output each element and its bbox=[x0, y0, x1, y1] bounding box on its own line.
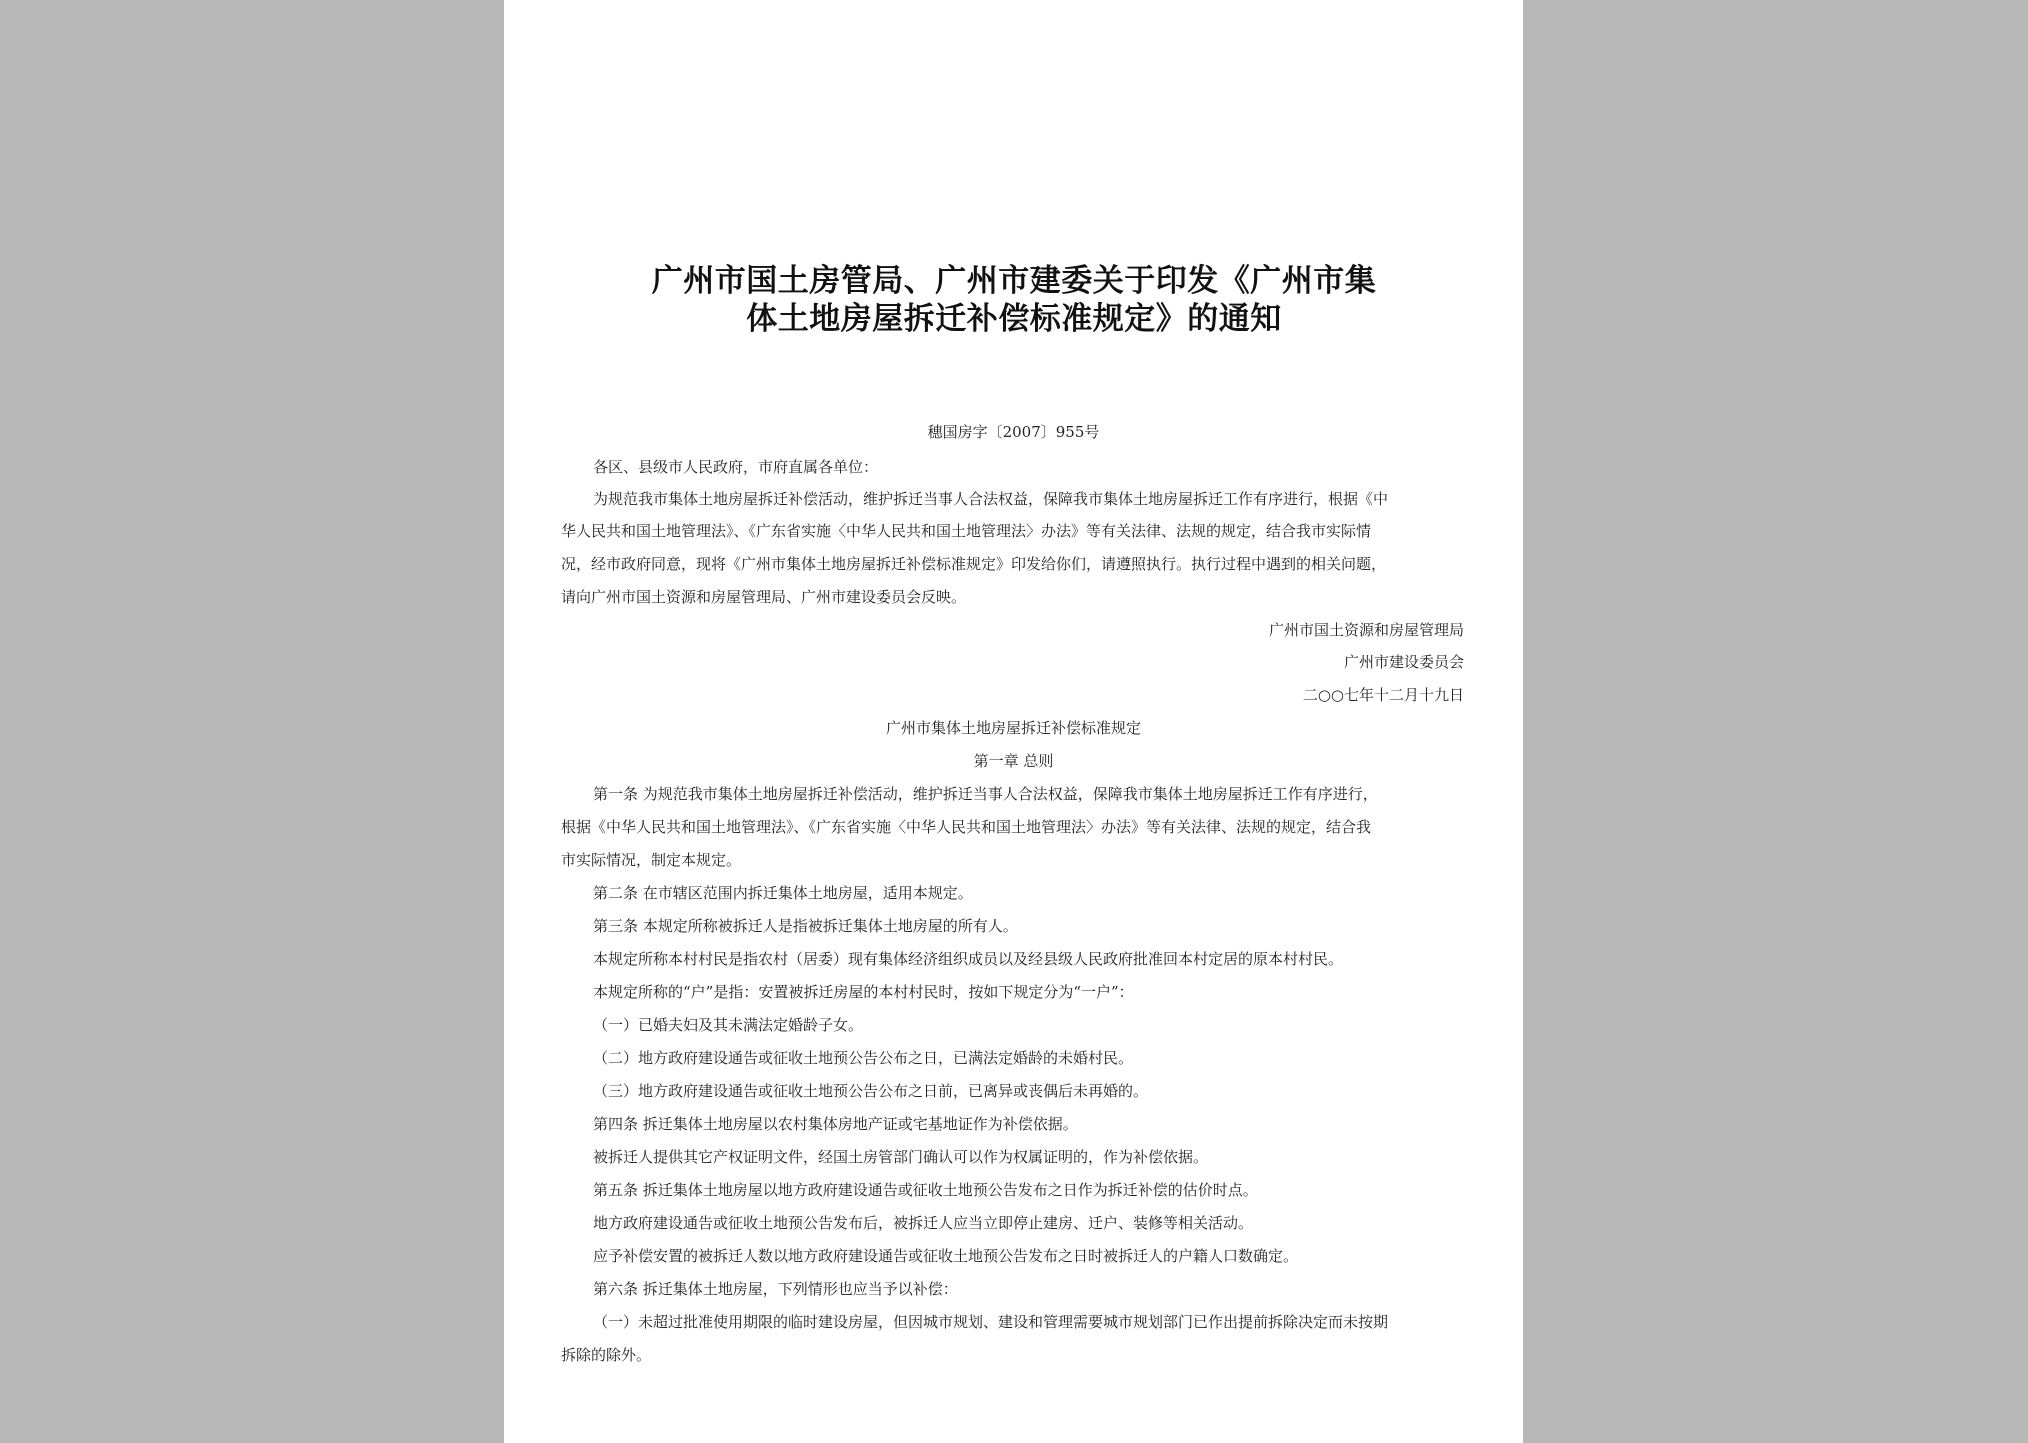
issue-date: 二○○七年十二月十九日 bbox=[1302, 686, 1464, 704]
document-page bbox=[504, 0, 1523, 1443]
body-line: （一）已婚夫妇及其未满法定婚龄子女。 bbox=[593, 1016, 864, 1034]
body-line: 第三条 本规定所称被拆迁人是指被拆迁集体土地房屋的所有人。 bbox=[593, 917, 1018, 935]
body-line: 第五条 拆迁集体土地房屋以地方政府建设通告或征收土地预公告发布之日作为拆迁补偿的估价时点。 bbox=[593, 1181, 1258, 1199]
title-line-1: 广州市国土房管局、广州市建委关于印发《广州市集 bbox=[651, 263, 1377, 299]
body-line: 第四条 拆迁集体土地房屋以农村集体房地产证或宅基地证作为补偿依据。 bbox=[593, 1115, 1078, 1133]
body-line: 根据《中华人民共和国土地管理法》、《广东省实施〈中华人民共和国土地管理法〉办法》等有关法律、法规的规定，结合我 bbox=[561, 818, 1372, 836]
body-line: （一）未超过批准使用期限的临时建设房屋，但因城市规划、建设和管理需要城市规划部门已作出提前拆除决定而未按期 bbox=[593, 1313, 1389, 1331]
signatory-1: 广州市国土资源和房屋管理局 bbox=[1268, 621, 1464, 639]
body-line: 拆除的除外。 bbox=[561, 1346, 652, 1364]
body-line: 市实际情况，制定本规定。 bbox=[561, 851, 742, 869]
document-title bbox=[574, 262, 1454, 338]
body-line: 被拆迁人提供其它产权证明文件，经国土房管部门确认可以作为权属证明的，作为补偿依据。 bbox=[593, 1148, 1209, 1166]
body-line: 第一条 为规范我市集体土地房屋拆迁补偿活动，维护拆迁当事人合法权益，保障我市集体土地房屋拆迁工作有序进行， bbox=[593, 785, 1378, 803]
document-number: 穗国房字〔2007〕955号 bbox=[927, 423, 1100, 441]
intro-line: 况，经市政府同意，现将《广州市集体土地房屋拆迁补偿标准规定》印发给你们，请遵照执行。执行过程中遇到的相关问题， bbox=[561, 555, 1387, 573]
body-line: 应予补偿安置的被拆迁人数以地方政府建设通告或征收土地预公告发布之日时被拆迁人的户籍人口数确定。 bbox=[593, 1247, 1299, 1265]
body-line: （二）地方政府建设通告或征收土地预公告公布之日，已满法定婚龄的未婚村民。 bbox=[593, 1049, 1134, 1067]
recipients-line: 各区、县级市人民政府，市府直属各单位： bbox=[593, 458, 879, 476]
body-line: 本规定所称本村村民是指农村（居委）现有集体经济组织成员以及经县级人民政府批准回本村定居的原本村村民。 bbox=[593, 950, 1344, 968]
chapter-heading: 第一章 总则 bbox=[973, 752, 1054, 770]
body-line: 地方政府建设通告或征收土地预公告发布后，被拆迁人应当立即停止建房、迁户、装修等相关活动。 bbox=[593, 1214, 1254, 1232]
body-line: 第二条 在市辖区范围内拆迁集体土地房屋，适用本规定。 bbox=[593, 884, 973, 902]
body-line: （三）地方政府建设通告或征收土地预公告公布之日前，已离异或丧偶后未再婚的。 bbox=[593, 1082, 1149, 1100]
intro-line: 请向广州市国土资源和房屋管理局、广州市建设委员会反映。 bbox=[561, 588, 967, 606]
title-line-2: 体土地房屋拆迁补偿标准规定》的通知 bbox=[746, 301, 1282, 337]
signatory-2: 广州市建设委员会 bbox=[1343, 653, 1464, 671]
body-line: 本规定所称的“户”是指：安置被拆迁房屋的本村村民时，按如下规定分为“一户”： bbox=[593, 983, 1134, 1001]
intro-line: 华人民共和国土地管理法》、《广东省实施〈中华人民共和国土地管理法〉办法》等有关法律、法规的规定，结合我市实际情 bbox=[561, 522, 1372, 540]
intro-line: 为规范我市集体土地房屋拆迁补偿活动，维护拆迁当事人合法权益，保障我市集体土地房屋拆迁工作有序进行，根据《中 bbox=[593, 490, 1389, 508]
body-line: 第六条 拆迁集体土地房屋，下列情形也应当予以补偿： bbox=[593, 1280, 958, 1298]
regulation-title: 广州市集体土地房屋拆迁补偿标准规定 bbox=[885, 719, 1141, 737]
